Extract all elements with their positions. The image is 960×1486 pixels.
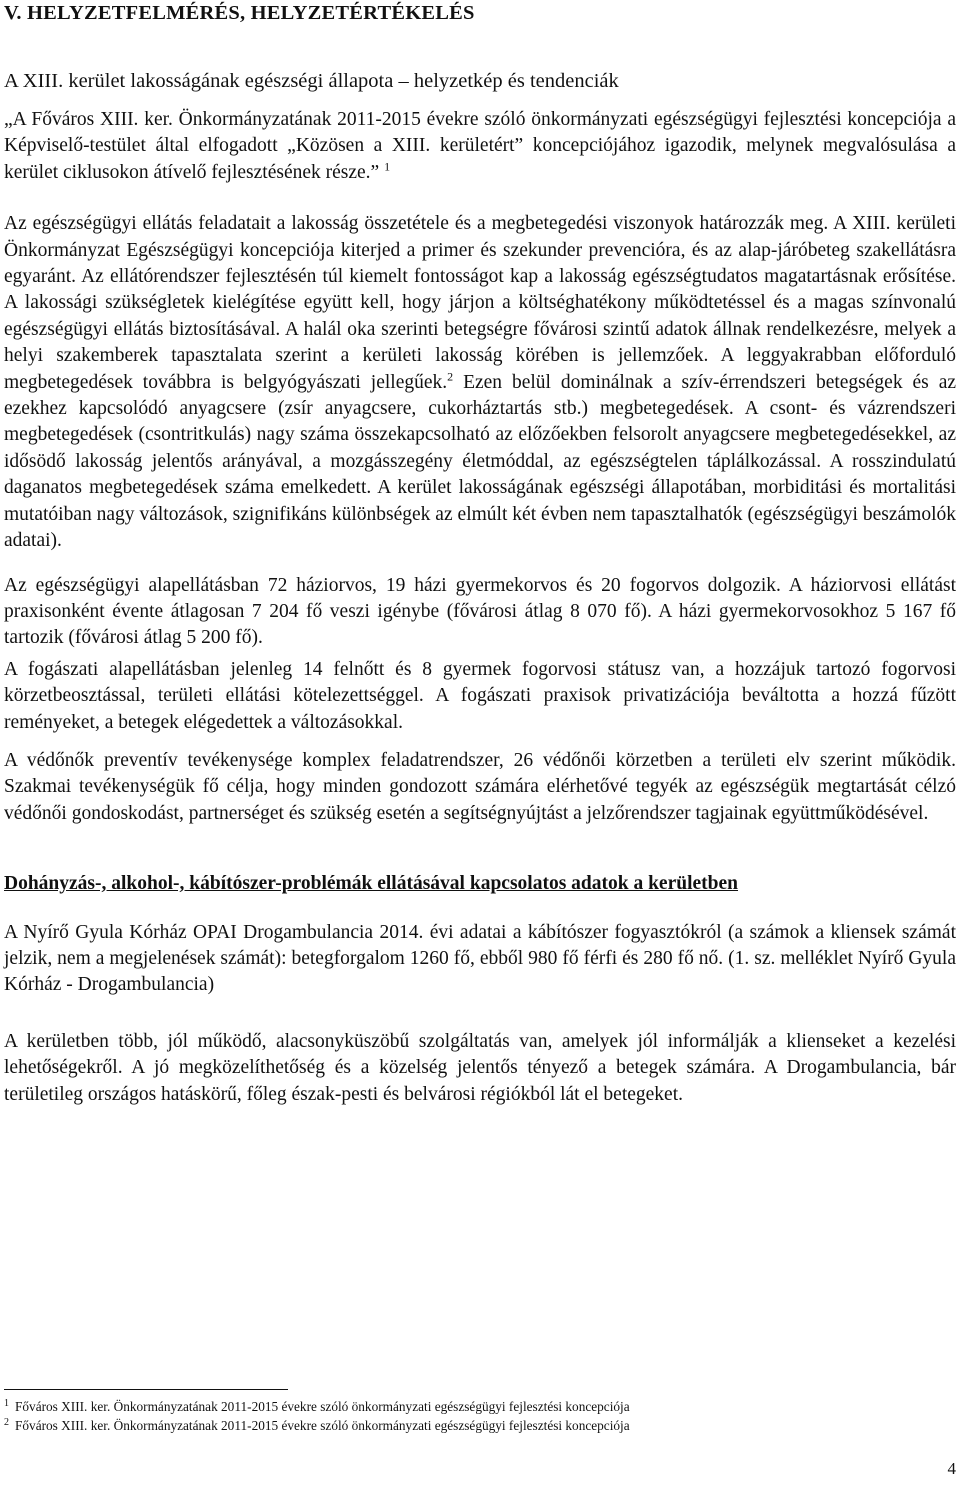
page-number: 4 [947,1459,956,1478]
footnotes [4,1397,956,1435]
footnote-separator [4,1389,288,1390]
paragraph-vedonok: A védőnők preventív tevékenysége komplex feladatrendszer, 26 védőnői körzetben a területi elv szerint működik. Szakmai tevékenységük fő célja, hogy minden gondozott számára elérhetővé tegyék az egészségük megtartását célzó védőnői gondoskodást, partnerséget és szükség esetén a segítségnyújtást a jelzőrendszer tagjainak együttműködésével. [4,749,956,824]
chapter-title: V. HELYZETFELMÉRÉS, HELYZETÉRTÉKELÉS [4,2,475,24]
footnote-1-marker: 1 [4,1397,9,1409]
footnote-2 [4,1416,956,1435]
footnote-2-text: Főváros XIII. ker. Önkormányzatának 2011-2015 évekre szóló önkormányzati egészségügyi fejlesztési koncepciója [15,1418,630,1433]
paragraph-fogaszat: A fogászati alapellátásban jelenleg 14 felnőtt és 8 gyermek fogorvosi státusz van, a hozzájuk tartozó fogorvosi körzetbeosztással, területi ellátási kötelezettséggel. A fogászati praxisok privatizációja beváltotta a hozzá fűzött reményeket, a betegek elégedettek a változásokkal. [4,658,956,733]
footnote-1-text: Főváros XIII. ker. Önkormányzatának 2011-2015 évekre szóló önkormányzati egészségügyi fejlesztési koncepciója [15,1399,630,1414]
footnote-1 [4,1397,956,1416]
paragraph-alapellatas: Az egészségügyi alapellátásban 72 háziorvos, 19 házi gyermekorvos és 20 fogorvos dolgozik. A háziorvosi ellátást praxisonként évente átlagosan 7 204 fő veszi igénybe (fővárosi átlag 8 070 fő). A házi gyermekorvosokhoz 5 167 fő tartozik (fővárosi átlag 5 200 fő). [4,574,956,649]
section-title: A XIII. kerület lakosságának egészségi állapota – helyzetkép és tendenciák [4,70,619,92]
paragraph-drogambulancia: A Nyírő Gyula Kórház OPAI Drogambulancia 2014. évi adatai a kábítószer fogyasztókról (a számok a kliensek számát jelzik, nem a megjelenések számát): betegforgalom 1260 fő, ebből 980 fő férfi és 280 fő nő. (1. sz. melléklet Nyírő Gyula Kórház - Drogambulancia) [4,921,956,996]
paragraph-szolgaltatasok: A kerületben több, jól működő, alacsonyküszöbű szolgáltatás van, amelyek jól informálják a klienseket a kezelési lehetőségekről. A jó megközelíthetőség és a közelség jelentős tényező a betegek számára. A Drogambulancia, bár területileg országos hatáskörű, főleg észak-pesti és belvárosi régiókból lát el betegeket. [4,1030,956,1105]
footnote-2-marker: 2 [4,1416,9,1428]
paragraph-text: Ezen belül dominálnak a szív-érrendszeri betegségek és az ezekhez kapcsolódó anyagcsere (zsír anyagcsere, cukorháztartás stb.) megbetegedések. A csont- és vázrendszeri megbetegedések (csontritkulás) nagy száma összekapcsolható az előzőekben felsorolt anyagcsere megbetegedésekkel, az idősödő lakosság jelentős arányával, a mozgásszegény életmóddal, az egészségtelen táplálkozással. A rosszindulatú daganatos megbetegedések száma emelkedett. A kerület lakosságának egészségi állapotában, morbiditási és mortalitási mutatóiban nagy változások, szignifikáns különbségek az elmúlt két évben nem tapasztalhatók (egészségügyi beszámolók adatai). [4,371,957,552]
footnote-marker-2: 2 [447,369,454,384]
paragraph-text: „A Főváros XIII. ker. Önkormányzatának 2011-2015 évekre szóló önkormányzati egészségügyi fejlesztési koncepciója a Képviselő-testület által elfogadott „Közösen a XIII. kerületért” koncepciójához igazodik, melynek megvalósulása a kerület ciklusokon átívelő fejlesztésének része.” [4,109,956,183]
document-body [4,107,956,1108]
footnote-marker-1: 1 [384,159,391,174]
paragraph-ellatas [4,211,956,554]
paragraph-text: Az egészségügyi ellátás feladatait a lakosság összetétele és a megbetegedési viszonyok határozzák meg. A XIII. kerületi Önkormányzat Egészségügyi koncepciója kiterjed a primer és szekunder prevencióra, és az alap-járóbeteg szakellátásra egyaránt. Az ellátórendszer fejlesztésén túl kiemelt fontosságot kap a lakosság egészségtudatos magatartásnak erősítése. A lakossági szükségletek kielégítése együtt kell, hogy járjon a költséghatékony működtetéssel és a magas színvonalú egészségügyi ellátás biztosításával. A halál oka szerinti betegségre fővárosi szintű adatok állnak rendelkezésre, melyek a helyi szakemberek tapasztalata szerint a kerületi lakosság körében is jellemzőek. A leggyakrabban előforduló megbetegedések továbbra is belgyógyászati jellegűek. [4,213,956,393]
subheading-drog: Dohányzás-, alkohol-, kábítószer-problémák ellátásával kapcsolatos adatok a kerületben [4,873,739,895]
paragraph-koncepcio [4,107,956,186]
